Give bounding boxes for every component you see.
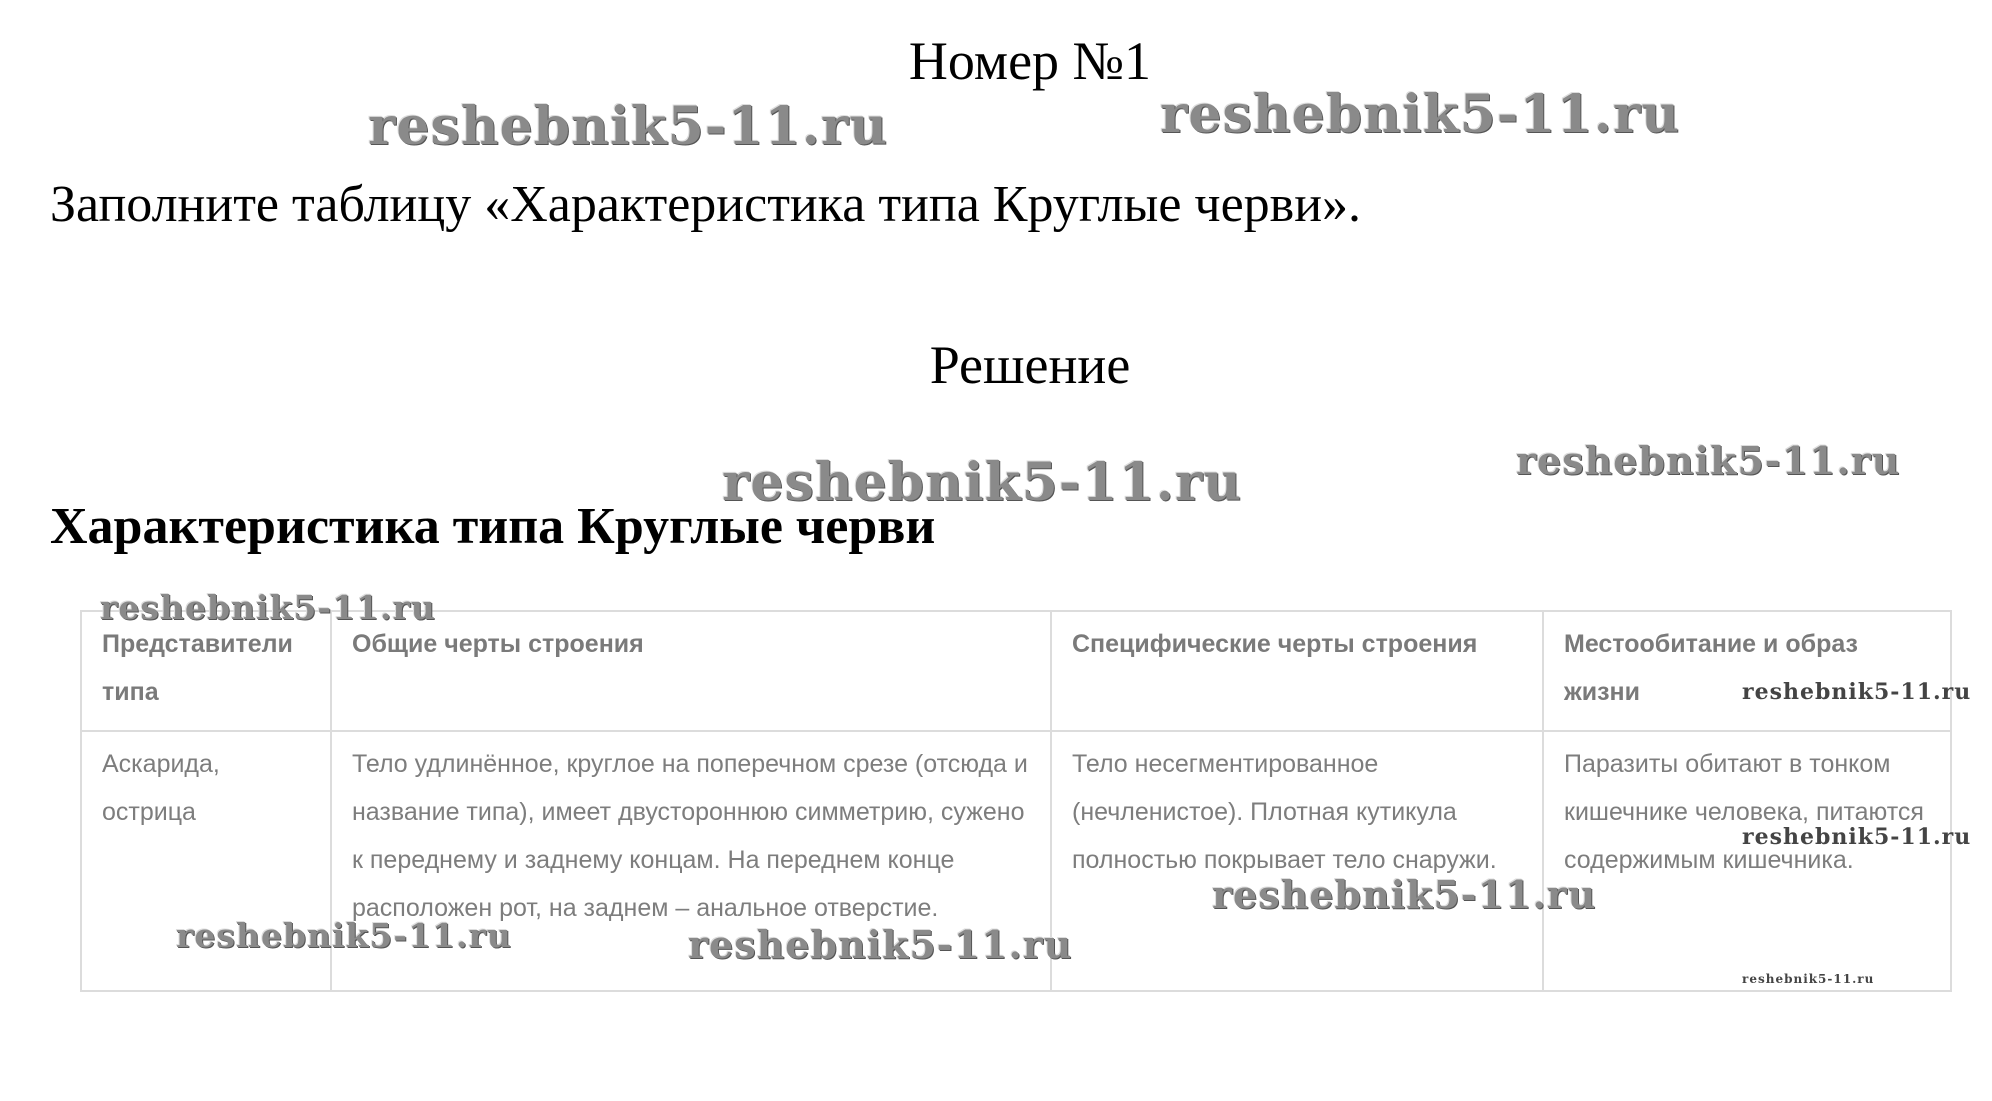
table-heading: Характеристика типа Круглые черви — [50, 498, 936, 555]
watermark: reshebnik5-11.ru — [1516, 438, 1901, 483]
solution-label: Решение — [929, 335, 1131, 395]
watermark: reshebnik5-11.ru — [1742, 824, 1972, 850]
table-header-row — [81, 611, 1951, 731]
watermark: reshebnik5-11.ru — [368, 96, 889, 157]
cell-common-features: Тело удлинённое, круглое на поперечном срезе (отсюда и название типа), имеет двустороннюю симметрию, сужено к переднему и заднему концам. На переднем конце расположен рот, на заднем – анальное отверстие. — [331, 731, 1051, 991]
cell-specific-features: Тело несегментированное (нечленистое). Плотная кутикула полностью покрывает тело снаружи. — [1051, 731, 1543, 991]
watermark: reshebnik5-11.ru — [1160, 84, 1681, 145]
header-common-features: Общие черты строения — [331, 611, 1051, 731]
header-specific-features: Специфические черты строения — [1051, 611, 1543, 731]
watermark: reshebnik5-11.ru — [100, 588, 436, 627]
header-representatives: Представители типа — [81, 611, 331, 731]
watermark: reshebnik5-11.ru — [688, 922, 1073, 967]
watermark: reshebnik5-11.ru — [176, 916, 512, 955]
header-habitat: Местообитание и образ жизни — [1543, 611, 1951, 731]
watermark: reshebnik5-11.ru — [1212, 872, 1597, 917]
task-text: Заполните таблицу «Характеристика типа Круглые черви». — [50, 176, 1362, 233]
watermark: reshebnik5-11.ru — [1742, 679, 1972, 705]
watermark: reshebnik5-11.ru — [722, 452, 1243, 513]
cell-representatives: Аскарида, острица — [81, 731, 331, 991]
page-title: Номер №1 — [908, 31, 1152, 91]
cell-habitat: Паразиты обитают в тонком кишечнике человека, питаются содержимым кишечника. — [1543, 731, 1951, 991]
watermark: reshebnik5-11.ru — [1742, 972, 1875, 986]
